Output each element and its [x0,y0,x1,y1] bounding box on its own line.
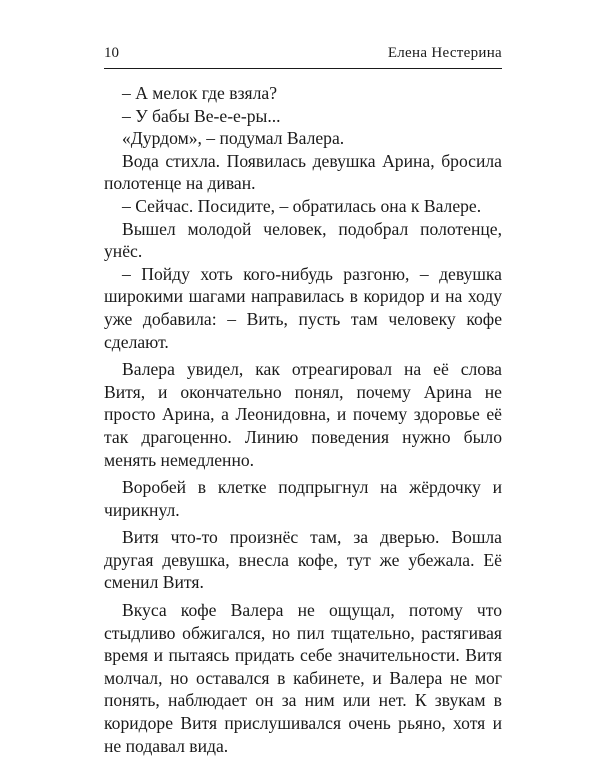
paragraph: – Сейчас. Посидите, – обратилась она к Валере. [122,195,482,216]
header-divider [104,68,502,69]
paragraph: Валера увидел, как отреагировал на её слова Витя, и окончательно понял, почему Арина не просто Арина, а Леонидовна, и почему здоровье её так драгоценно. Линию поведения нужно было менять немедленно. [104,359,502,470]
paragraph: Вкуса кофе Валера не ощущал, потому что стыдливо обжигался, но пил тщательно, растягивая время и пытаясь придать себе значительности. Витя молчал, но оставался в кабинете, и Валера не мог понять, наблюдает он за ним или нет. К звукам в коридоре Витя прислушивался очень рьяно, хотя и не подавал вида. [104,600,502,756]
page-number: 10 [104,45,119,61]
paragraph: – А мелок где взяла? [122,83,278,103]
paragraph: Витя что-то произнёс там, за дверью. Вошла другая девушка, внесла кофе, тут же убежала. Её сменил Витя. [104,527,502,593]
paragraph: Воробей в клетке подпрыгнул на жёрдочку и чирикнул. [104,477,502,520]
paragraph: – У бабы Ве-е-е-ры... [122,105,281,126]
running-title: Елена Нестерина [387,45,502,61]
paragraph: «Дурдом», – подумал Валера. [122,128,345,149]
book-page-body [104,82,502,757]
paragraph: Вода стихла. Появилась девушка Арина, бросила полотенце на диван. [104,150,502,194]
paragraph: – Пойду хоть кого-нибудь разгоню, – девушка широкими шагами направилась в коридор и на ходу уже добавила: – Вить, пусть там человеку кофе сделают. [104,263,502,352]
paragraph: Вышел молодой человек, подобрал полотенце, унёс. [104,218,502,262]
page-header [104,44,502,62]
